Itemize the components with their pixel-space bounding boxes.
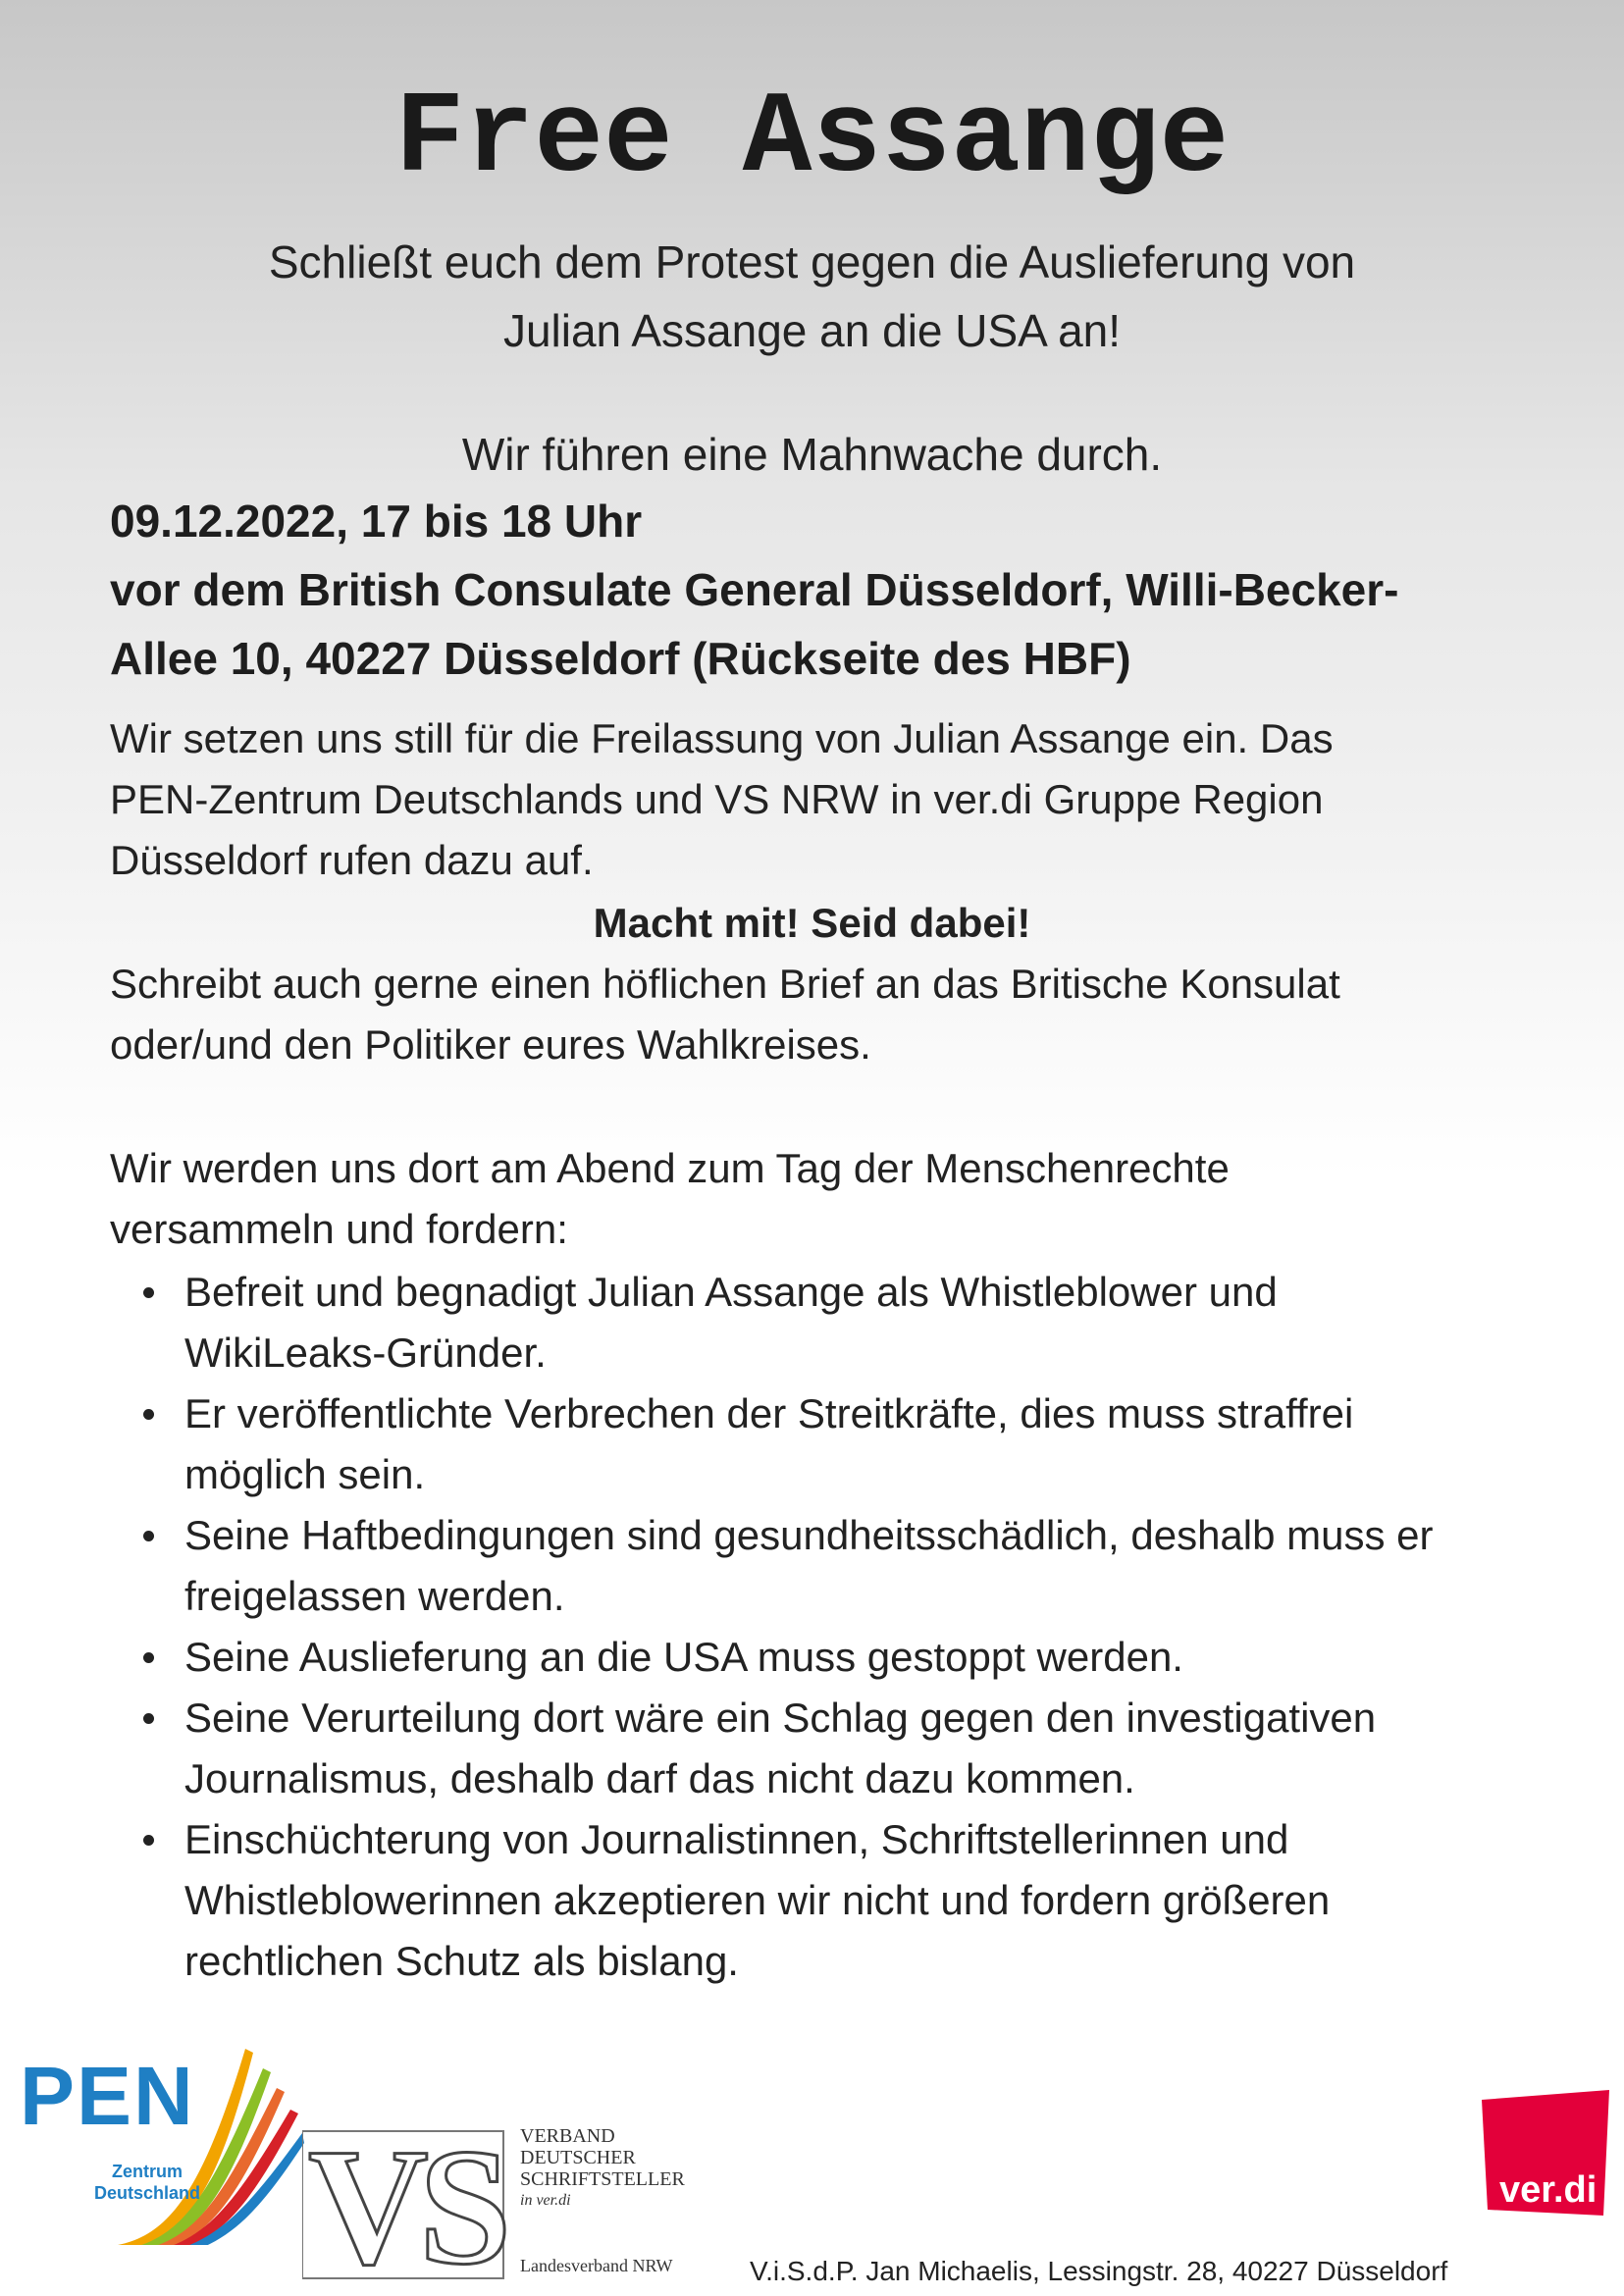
list-item xyxy=(110,1809,1543,1992)
vs-letters-icon xyxy=(302,2125,508,2282)
paragraph-line: Düsseldorf rufen dazu auf. xyxy=(110,837,594,883)
paragraph-line: Wir setzen uns still für die Freilassung von Julian Assange ein. Das xyxy=(110,715,1334,761)
list-item-line: WikiLeaks-Gründer. xyxy=(184,1330,547,1376)
list-item-line: Einschüchterung von Journalistinnen, Schriftstellerinnen und xyxy=(184,1816,1289,1862)
paragraph-line: oder/und den Politiker eures Wahlkreises. xyxy=(110,1021,871,1068)
list-item-line: freigelassen werden. xyxy=(184,1573,565,1619)
list-item-line: Seine Verurteilung dort wäre ein Schlag gegen den investigativen xyxy=(184,1695,1377,1741)
list-item xyxy=(110,1688,1543,1809)
verdi-wordmark: ver.di xyxy=(1499,2169,1598,2211)
vs-text xyxy=(520,2125,707,2275)
list-item-line: Er veröffentlichte Verbrechen der Streitkräfte, dies muss straffrei xyxy=(184,1390,1354,1436)
event-location-line: Allee 10, 40227 Düsseldorf (Rückseite des HBF) xyxy=(110,633,1131,684)
imprint: V.i.S.d.P. Jan Michaelis, Lessingstr. 28, 40227 Düsseldorf xyxy=(750,2256,1448,2286)
paragraph-letter xyxy=(110,954,1533,1075)
pen-sub-line: Deutschland xyxy=(93,2183,201,2203)
paragraph-call xyxy=(110,708,1533,891)
list-item-line: Whistleblowerinnen akzeptieren wir nicht und fordern größeren xyxy=(184,1877,1331,1923)
vs-text-line: VERBAND xyxy=(520,2125,615,2147)
list-item-line: rechtlichen Schutz als bislang. xyxy=(184,1938,739,1984)
vs-text-line: Landesverband NRW xyxy=(520,2256,673,2275)
paragraph-demands-intro xyxy=(110,1138,1533,1260)
vs-logo xyxy=(302,2125,705,2282)
pen-subtitle xyxy=(88,2161,206,2204)
vs-text-line: DEUTSCHER xyxy=(520,2147,636,2168)
paragraph-line: versammeln und fordern: xyxy=(110,1206,568,1252)
page-title: Free Assange xyxy=(394,75,1230,205)
pen-wordmark: PEN xyxy=(20,2050,195,2142)
svg-text:VS: VS xyxy=(308,2125,502,2282)
pen-sub-line: Zentrum xyxy=(112,2162,183,2181)
list-item xyxy=(110,1505,1543,1627)
list-item xyxy=(110,1383,1543,1505)
event-date-time: 09.12.2022, 17 bis 18 Uhr xyxy=(110,496,643,547)
call-to-action: Macht mit! Seid dabei! xyxy=(593,900,1031,946)
subtitle-line: Schließt euch dem Protest gegen die Auslieferung von xyxy=(268,236,1356,287)
subtitle-line: Julian Assange an die USA an! xyxy=(502,305,1122,356)
event-details xyxy=(110,487,1533,693)
list-item-line: möglich sein. xyxy=(184,1451,426,1497)
subtitle xyxy=(0,228,1624,365)
demands-list xyxy=(110,1262,1543,1992)
list-item xyxy=(110,1627,1543,1688)
pen-logo xyxy=(18,2049,283,2245)
intro-text: Wir führen eine Mahnwache durch. xyxy=(461,429,1163,480)
paragraph-line: Schreibt auch gerne einen höflichen Brief an das Britische Konsulat xyxy=(110,961,1340,1007)
event-location-line: vor dem British Consulate General Düsseldorf, Willi-Becker- xyxy=(110,564,1399,615)
list-item-line: Befreit und begnadigt Julian Assange als Whistleblower und xyxy=(184,1269,1278,1315)
list-item-line: Seine Auslieferung an die USA muss gestoppt werden. xyxy=(184,1634,1183,1680)
vs-text-line: in ver.di xyxy=(520,2192,571,2209)
paragraph-line: PEN-Zentrum Deutschlands und VS NRW in ver.di Gruppe Region xyxy=(110,776,1324,822)
paragraph-line: Wir werden uns dort am Abend zum Tag der Menschenrechte xyxy=(110,1145,1230,1191)
list-item xyxy=(110,1262,1543,1383)
list-item-line: Journalismus, deshalb darf das nicht dazu kommen. xyxy=(184,1755,1135,1801)
vs-text-line: SCHRIFTSTELLER xyxy=(520,2168,685,2190)
list-item-line: Seine Haftbedingungen sind gesundheitsschädlich, deshalb muss er xyxy=(184,1512,1434,1558)
